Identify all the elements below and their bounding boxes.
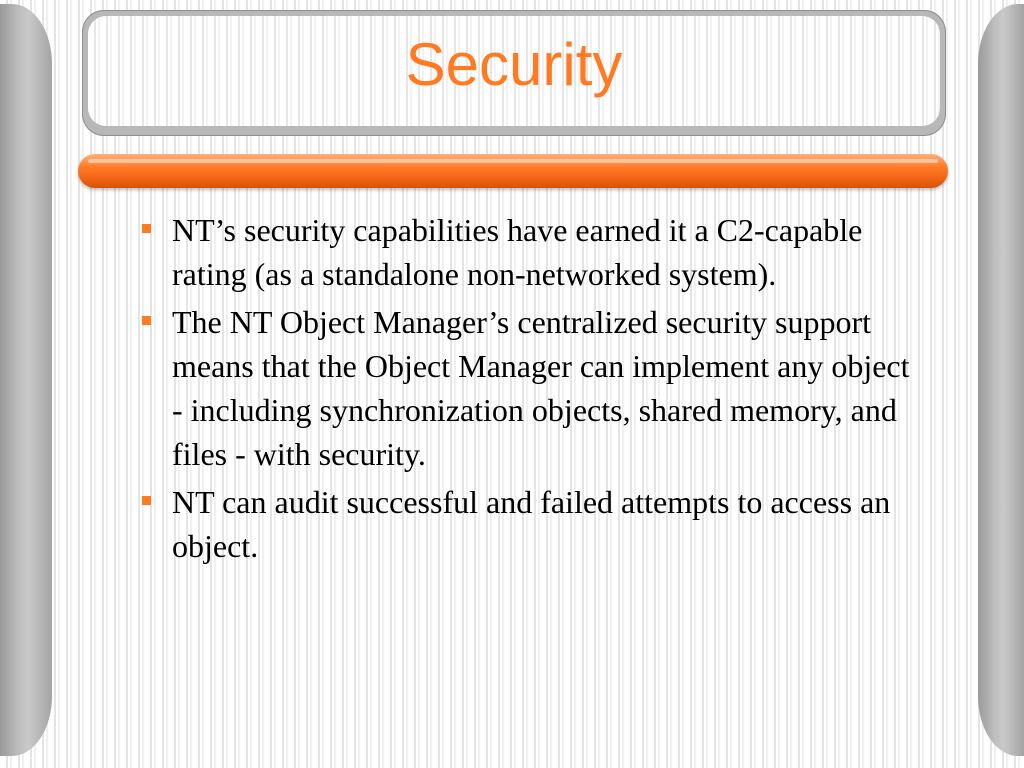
square-bullet-icon xyxy=(142,496,151,505)
left-decorative-pillar xyxy=(0,4,52,756)
bullet-list xyxy=(138,208,928,568)
title-underline-bar xyxy=(78,154,948,188)
title-frame xyxy=(82,10,946,136)
bullet-item xyxy=(138,208,928,296)
slide-body xyxy=(138,208,928,572)
bullet-text: The NT Object Manager’s centralized security support means that the Object Manager can implement any object - including synchronization objects, shared memory, and files - with security. xyxy=(172,304,910,472)
bullet-item xyxy=(138,480,928,568)
bullet-text: NT can audit successful and failed attempts to access an object. xyxy=(172,484,891,564)
bullet-text: NT’s security capabilities have earned it a C2-capable rating (as a standalone non-networked system). xyxy=(172,212,863,292)
bullet-item xyxy=(138,300,928,476)
square-bullet-icon xyxy=(142,316,151,325)
right-decorative-pillar xyxy=(978,4,1024,756)
title-panel xyxy=(88,16,940,126)
square-bullet-icon xyxy=(142,224,151,233)
slide-title: Security xyxy=(405,31,623,98)
